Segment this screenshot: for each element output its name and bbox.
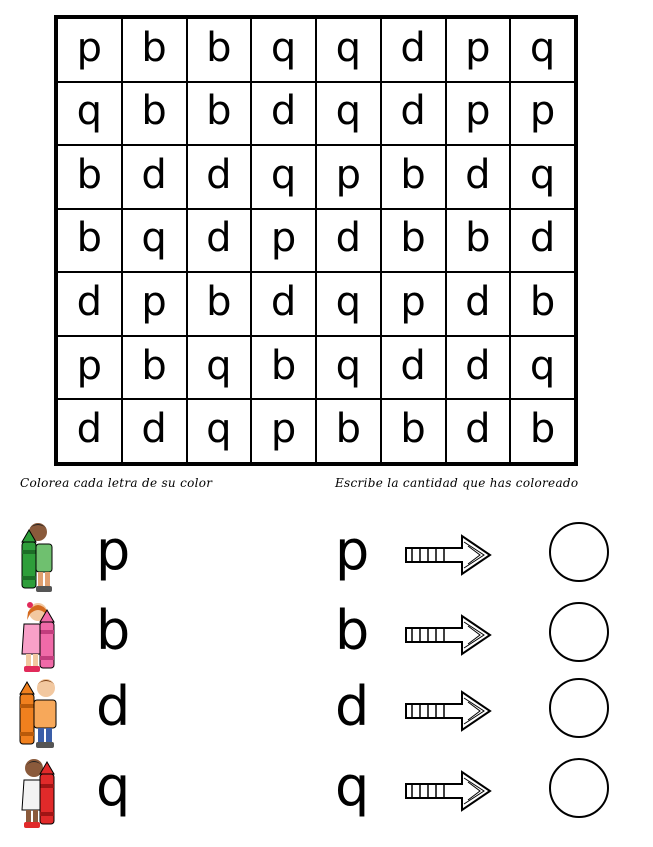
count-letter: p	[335, 519, 370, 582]
grid-cell[interactable]: d	[510, 209, 575, 273]
grid-cell[interactable]: b	[122, 18, 187, 82]
grid-cell[interactable]: q	[316, 82, 381, 146]
grid-cell[interactable]: p	[381, 272, 446, 336]
grid-cell[interactable]: d	[57, 399, 122, 463]
legend-letter: d	[96, 675, 131, 738]
girl-red-crayon-icon	[16, 756, 60, 832]
grid-cell[interactable]: p	[57, 18, 122, 82]
grid-cell[interactable]: d	[446, 336, 511, 400]
arrow-right-icon	[402, 532, 494, 578]
grid-cell[interactable]: d	[446, 145, 511, 209]
grid-cell[interactable]: d	[187, 145, 252, 209]
grid-cell[interactable]: q	[316, 272, 381, 336]
legend-letter: p	[96, 519, 131, 582]
grid-cell[interactable]: d	[446, 272, 511, 336]
grid-cell[interactable]: p	[510, 82, 575, 146]
instruction-count: Escribe la cantidad que has coloreado	[335, 476, 579, 490]
grid-cell[interactable]: b	[122, 336, 187, 400]
grid-cell[interactable]: d	[122, 399, 187, 463]
girl-pink-crayon-icon	[16, 600, 60, 676]
grid-cell[interactable]: q	[122, 209, 187, 273]
grid-cell[interactable]: b	[316, 399, 381, 463]
grid-cell[interactable]: q	[510, 18, 575, 82]
grid-cell[interactable]: d	[251, 272, 316, 336]
grid-cell[interactable]: d	[446, 399, 511, 463]
grid-cell[interactable]: b	[510, 399, 575, 463]
answer-circle[interactable]	[549, 522, 609, 582]
boy-orange-crayon-icon	[16, 676, 60, 752]
grid-cell[interactable]: b	[187, 18, 252, 82]
grid-cell[interactable]: b	[187, 82, 252, 146]
grid-cell[interactable]: p	[446, 18, 511, 82]
count-letter: d	[335, 675, 370, 738]
boy-green-crayon-icon	[16, 520, 60, 596]
grid-cell[interactable]: b	[187, 272, 252, 336]
grid-cell[interactable]: d	[122, 145, 187, 209]
legend-row-d	[0, 676, 653, 752]
grid-cell[interactable]: d	[381, 82, 446, 146]
grid-cell[interactable]: b	[381, 209, 446, 273]
grid-cell[interactable]: q	[57, 82, 122, 146]
legend-row-q	[0, 756, 653, 832]
legend-row-p	[0, 520, 653, 596]
grid-cell[interactable]: b	[251, 336, 316, 400]
grid-cell[interactable]: d	[251, 82, 316, 146]
letter-grid	[54, 15, 578, 466]
legend-letter: q	[96, 755, 131, 818]
grid-cell[interactable]: b	[510, 272, 575, 336]
arrow-right-icon	[402, 768, 494, 814]
answer-circle[interactable]	[549, 758, 609, 818]
grid-cell[interactable]: d	[187, 209, 252, 273]
legend-row-b	[0, 600, 653, 676]
grid-cell[interactable]: d	[381, 18, 446, 82]
arrow-right-icon	[402, 612, 494, 658]
count-letter: b	[335, 599, 370, 662]
grid-cell[interactable]: p	[122, 272, 187, 336]
grid-cell[interactable]: q	[251, 18, 316, 82]
grid-cell[interactable]: d	[316, 209, 381, 273]
grid-cell[interactable]: q	[510, 336, 575, 400]
grid-cell[interactable]: p	[316, 145, 381, 209]
grid-cell[interactable]: b	[381, 145, 446, 209]
grid-cell[interactable]: q	[187, 399, 252, 463]
arrow-right-icon	[402, 688, 494, 734]
count-letter: q	[335, 755, 370, 818]
grid-cell[interactable]: q	[316, 18, 381, 82]
grid-cell[interactable]: q	[316, 336, 381, 400]
grid-cell[interactable]: p	[446, 82, 511, 146]
grid-cell[interactable]: q	[187, 336, 252, 400]
legend-letter: b	[96, 599, 131, 662]
grid-cell[interactable]: b	[57, 209, 122, 273]
grid-cell[interactable]: b	[381, 399, 446, 463]
grid-cell[interactable]: b	[446, 209, 511, 273]
grid-cell[interactable]: q	[251, 145, 316, 209]
grid-cell[interactable]: b	[57, 145, 122, 209]
instruction-color: Colorea cada letra de su color	[20, 476, 213, 490]
grid-cell[interactable]: q	[510, 145, 575, 209]
answer-circle[interactable]	[549, 602, 609, 662]
grid-cell[interactable]: p	[251, 399, 316, 463]
grid-cell[interactable]: d	[57, 272, 122, 336]
grid-cell[interactable]: p	[251, 209, 316, 273]
grid-cell[interactable]: b	[122, 82, 187, 146]
answer-circle[interactable]	[549, 678, 609, 738]
grid-cell[interactable]: d	[381, 336, 446, 400]
grid-cell[interactable]: p	[57, 336, 122, 400]
